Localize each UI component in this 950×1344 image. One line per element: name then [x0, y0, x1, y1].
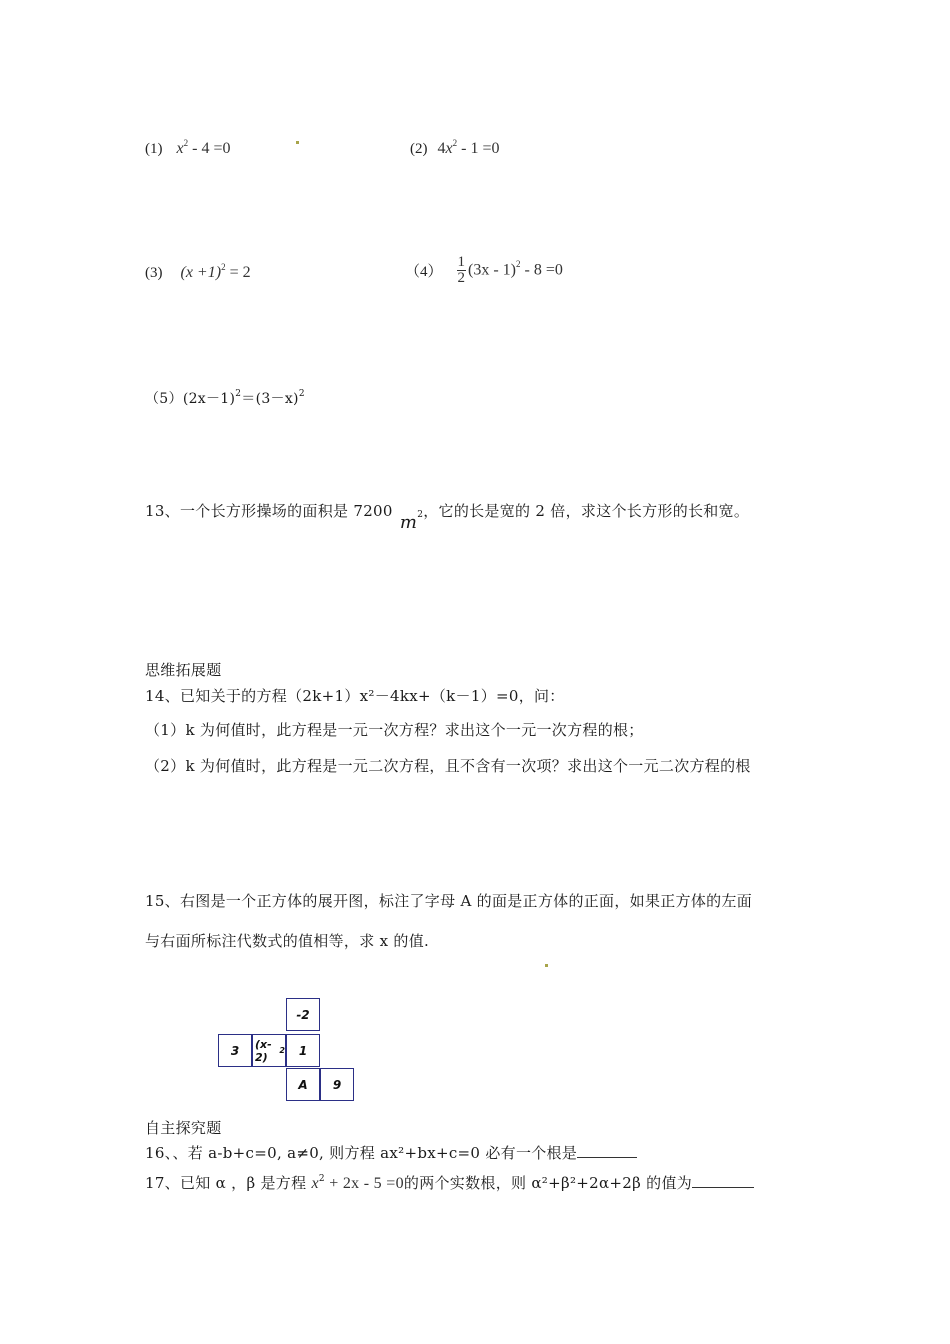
- net-face-right: 9: [320, 1068, 354, 1101]
- equation-2: [410, 140, 499, 158]
- question-17-eq-var: x: [311, 1175, 319, 1192]
- equation-4-label: （4）: [405, 264, 443, 280]
- question-17-post: 的两个实数根，则 α²+β²+2α+2β 的值为: [403, 1174, 693, 1192]
- equation-4-denominator: 2: [457, 270, 466, 286]
- stray-mark: [545, 964, 548, 967]
- equation-1-label: (1): [145, 141, 163, 157]
- equation-2-coef: 4: [437, 140, 446, 157]
- question-13-unit: m: [399, 512, 418, 533]
- equation-3: [145, 264, 251, 282]
- equation-2-rest: - 1 =0: [457, 140, 500, 157]
- equation-1-var: x: [176, 140, 184, 157]
- equation-4-numerator: 1: [457, 254, 466, 270]
- equation-4-rest: - 8 =0: [520, 261, 563, 279]
- section-explore-title: 自主探究题: [145, 1119, 222, 1137]
- question-14-stem: 14、已知关于的方程（2k+1）x²－4kx+（k－1）=0，问：: [145, 687, 565, 705]
- question-14-part-2: （2）k 为何值时，此方程是一元二次方程，且不含有一次项？求出这个一元二次方程的根: [145, 757, 751, 775]
- question-15-line-2: 与右面所标注代数式的值相等，求 x 的值.: [145, 932, 430, 950]
- equation-3-lhs: (x +1): [180, 264, 222, 281]
- net-face-top: -2: [286, 998, 320, 1031]
- question-17: [145, 1172, 754, 1193]
- question-13: [145, 500, 750, 533]
- answer-blank[interactable]: [692, 1174, 754, 1188]
- equation-3-exponent: 2: [221, 262, 226, 272]
- section-expand-title: 思维拓展题: [145, 661, 222, 679]
- equation-2-var: x: [445, 140, 453, 157]
- question-15-line-1: 15、右图是一个正方体的展开图，标注了字母 A 的面是正方体的正面，如果正方体的左面: [145, 892, 753, 910]
- equation-5-label: （5）: [145, 391, 183, 407]
- equation-1-rest: - 4 =0: [188, 140, 231, 157]
- net-face-mid-left: (x-2) 2: [252, 1034, 286, 1067]
- net-face-bottom: A: [286, 1068, 320, 1101]
- question-14-part-1: （1）k 为何值时，此方程是一元一次方程？求出这个一元一次方程的根；: [145, 721, 644, 739]
- question-17-eq-rest: + 2x - 5 =0: [324, 1175, 404, 1192]
- question-16-text: 16、、若 a-b+c=0, a≠0, 则方程 ax²+bx+c=0 必有一个根是: [145, 1144, 578, 1162]
- equation-5-rhs: ＝(3－x): [241, 391, 299, 407]
- equation-1-exponent: 2: [183, 138, 189, 148]
- net-face-left: 3: [218, 1034, 252, 1067]
- question-13-text: 13、一个长方形操场的面积是 7200: [145, 502, 393, 520]
- equation-4: [405, 255, 563, 286]
- equation-5: [145, 388, 305, 408]
- question-17-pre: 17、已知 α ，β 是方程: [145, 1174, 307, 1192]
- question-17-eq-exponent: 2: [318, 1174, 325, 1184]
- equation-3-rest: = 2: [225, 264, 251, 281]
- question-13-tail: ，它的长是宽的 2 倍，求这个长方形的长和宽。: [423, 502, 750, 520]
- equation-1: [145, 140, 230, 158]
- net-face-center: 1: [286, 1034, 320, 1067]
- equation-4-exponent: 2: [516, 259, 521, 270]
- question-16: [145, 1142, 637, 1163]
- equation-4-fraction: [457, 255, 467, 286]
- equation-5-exponent-2: 2: [298, 389, 305, 399]
- equation-5-exponent-1: 2: [235, 389, 242, 399]
- equation-2-exponent: 2: [452, 138, 458, 148]
- net-face-mid-left-expr: (x-2): [255, 1037, 272, 1064]
- equation-3-label: (3): [145, 265, 163, 281]
- stray-mark: [296, 141, 299, 144]
- equation-2-label: (2): [410, 141, 428, 157]
- question-13-unit-exponent: 2: [417, 510, 424, 520]
- equation-5-lhs: (2x－1): [182, 391, 236, 407]
- equation-4-body: (3x - 1): [468, 261, 516, 279]
- answer-blank[interactable]: [577, 1144, 637, 1158]
